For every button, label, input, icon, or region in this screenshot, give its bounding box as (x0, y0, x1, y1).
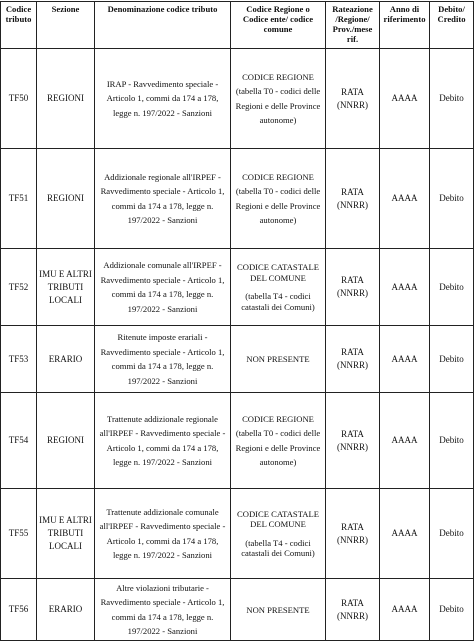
rata-label: RATA (341, 521, 364, 532)
rata-label: RATA (341, 347, 364, 357)
sezione-cell: REGIONI (37, 49, 95, 149)
sezione-cell: REGIONI (37, 393, 95, 489)
rateazione-cell (326, 489, 380, 579)
debito-credito-cell: Debito (430, 49, 474, 149)
denominazione-cell: Addizionale comunale all'IRPEF - Ravvedimento speciale - Articolo 1, commi da 174 a 178, legge n. 197/2022 - Sanzioni (95, 249, 231, 326)
header-sezione: Sezione (37, 2, 95, 49)
denominazione-cell: Addizionale regionale all'IRPEF - Ravvedimento speciale - Articolo 1, commi da 174 a 178, legge n. 197/2022 - Sanzioni (95, 149, 231, 249)
nnrr-label: (NNRR) (337, 199, 368, 210)
codice-regione-title: CODICE REGIONE (242, 171, 314, 182)
rata-label: RATA (341, 186, 364, 197)
rateazione-cell (326, 149, 380, 249)
codice-regione-note: (tabella T4 - codici catastali dei Comuni) (241, 537, 315, 558)
rateazione-cell (326, 579, 380, 641)
denominazione-cell: Trattenute addizionale regionale all'IRPEF - Ravvedimento speciale - Articolo 1, commi da 174 a 178, legge n. 197/2022 - Sanzioni (95, 393, 231, 489)
anno-cell: AAAA (380, 393, 430, 489)
rateazione-cell (326, 49, 380, 149)
header-rateazione: Rateazione /Regione/ Prov./mese rif. (326, 2, 380, 49)
nnrr-label: (NNRR) (337, 288, 368, 298)
sezione-cell: ERARIO (37, 326, 95, 393)
codice-tributo-cell: TF52 (1, 249, 37, 326)
codice-regione-title: CODICE REGIONE (242, 413, 314, 424)
codice-tributo-cell: TF51 (1, 149, 37, 249)
rateazione-cell (326, 393, 380, 489)
codice-tributo-cell: TF55 (1, 489, 37, 579)
header-codice-tributo: Codice tributo (1, 2, 37, 49)
table-row (1, 489, 474, 579)
nnrr-label: (NNRR) (337, 441, 368, 452)
codice-regione-note: (tabella T0 - codici delle Regioni e delle Province autonome) (235, 186, 321, 225)
debito-credito-cell: Debito (430, 489, 474, 579)
header-anno: Anno di riferimento (380, 2, 430, 49)
table-row (1, 149, 474, 249)
anno-cell: AAAA (380, 49, 430, 149)
codice-tributo-cell: TF50 (1, 49, 37, 149)
anno-cell: AAAA (380, 326, 430, 393)
debito-credito-cell: Debito (430, 326, 474, 393)
rata-label: RATA (341, 275, 364, 285)
rateazione-cell (326, 249, 380, 326)
rata-label: RATA (341, 86, 364, 97)
denominazione-cell: IRAP - Ravvedimento speciale - Articolo 1, commi da 174 a 178, legge n. 197/2022 - Sanzioni (95, 49, 231, 149)
debito-credito-cell: Debito (430, 149, 474, 249)
table-row (1, 579, 474, 641)
rateazione-cell (326, 326, 380, 393)
codice-regione-note: (tabella T4 - codici catastali dei Comuni) (241, 291, 315, 312)
codice-regione-cell (231, 249, 326, 326)
codice-regione-cell: NON PRESENTE (231, 326, 326, 393)
codice-regione-title: CODICE CATASTALE DEL COMUNE (237, 262, 319, 283)
codice-regione-note: (tabella T0 - codici delle Regioni e delle Province autonome) (235, 428, 321, 467)
header-denominazione: Denominazione codice tributo (95, 2, 231, 49)
codice-regione-cell: NON PRESENTE (231, 579, 326, 641)
codice-regione-note: (tabella T0 - codici delle Regioni e delle Province autonome) (235, 86, 321, 125)
anno-cell: AAAA (380, 249, 430, 326)
debito-credito-cell: Debito (430, 579, 474, 641)
header-codice-regione: Codice Regione o Codice ente/ codice comune (231, 2, 326, 49)
debito-credito-cell: Debito (430, 393, 474, 489)
denominazione-cell: Ritenute imposte erariali - Ravvedimento speciale - Articolo 1, commi da 174 a 178, legge n. 197/2022 - Sanzioni (95, 326, 231, 393)
codice-tributo-cell: TF54 (1, 393, 37, 489)
nnrr-label: (NNRR) (337, 534, 368, 545)
nnrr-label: (NNRR) (337, 99, 368, 110)
codice-regione-title: CODICE REGIONE (242, 71, 314, 82)
codici-tributo-table (0, 1, 474, 641)
rata-label: RATA (341, 597, 364, 608)
rata-label: RATA (341, 428, 364, 439)
codice-regione-title: CODICE CATASTALE DEL COMUNE (237, 508, 319, 529)
anno-cell: AAAA (380, 149, 430, 249)
codice-regione-cell (231, 49, 326, 149)
table-row (1, 393, 474, 489)
codice-regione-cell (231, 489, 326, 579)
nnrr-label: (NNRR) (337, 360, 368, 370)
denominazione-cell: Altre violazioni tributarie - Ravvedimento speciale - Articolo 1, commi da 174 a 178, legge n. 197/2022 - Sanzioni (95, 579, 231, 641)
header-debito-credito: Debito/ Credito (430, 2, 474, 49)
denominazione-cell: Trattenute addizionale comunale all'IRPEF - Ravvedimento speciale - Articolo 1, commi da 174 a 178, legge n. 197/2022 - Sanzioni (95, 489, 231, 579)
table-header-row (1, 2, 474, 49)
table-row (1, 249, 474, 326)
nnrr-label: (NNRR) (337, 610, 368, 621)
sezione-cell: IMU E ALTRI TRIBUTI LOCALI (37, 489, 95, 579)
debito-credito-cell: Debito (430, 249, 474, 326)
sezione-cell: ERARIO (37, 579, 95, 641)
anno-cell: AAAA (380, 489, 430, 579)
sezione-cell: IMU E ALTRI TRIBUTI LOCALI (37, 249, 95, 326)
codice-tributo-cell: TF53 (1, 326, 37, 393)
table-row (1, 49, 474, 149)
table-row (1, 326, 474, 393)
codice-regione-cell (231, 149, 326, 249)
codice-tributo-cell: TF56 (1, 579, 37, 641)
anno-cell: AAAA (380, 579, 430, 641)
codice-regione-cell (231, 393, 326, 489)
sezione-cell: REGIONI (37, 149, 95, 249)
